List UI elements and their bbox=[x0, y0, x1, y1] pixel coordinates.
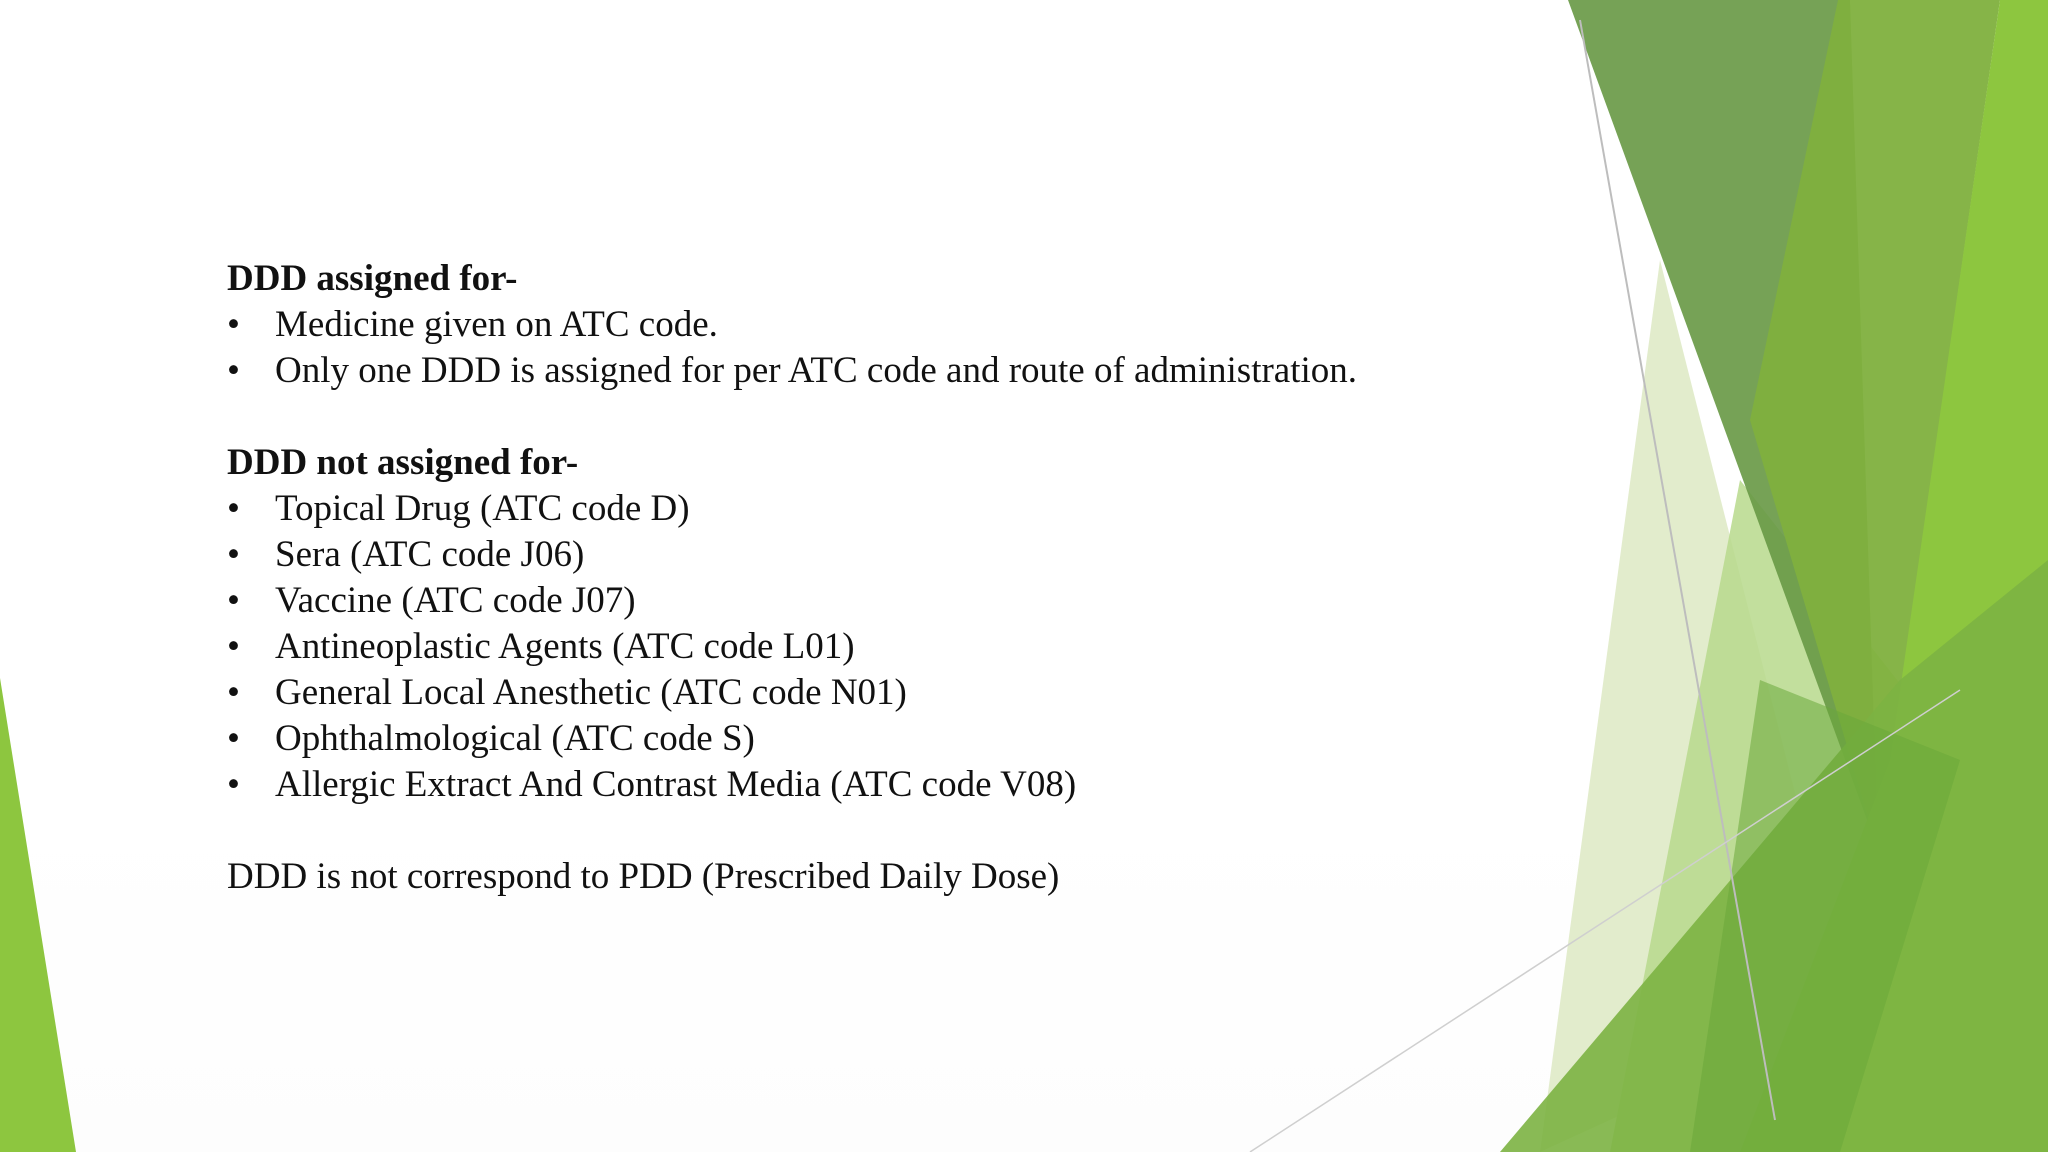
list-item: • Topical Drug (ATC code D) bbox=[227, 486, 1527, 532]
list-item: • Only one DDD is assigned for per ATC code and route of administration. bbox=[227, 348, 1527, 394]
list-item: • Vaccine (ATC code J07) bbox=[227, 578, 1527, 624]
list-item: • Allergic Extract And Contrast Media (ATC code V08) bbox=[227, 762, 1527, 808]
assigned-heading: DDD assigned for- bbox=[227, 258, 518, 299]
bullet-icon: • bbox=[227, 718, 240, 759]
bullet-icon: • bbox=[227, 534, 240, 575]
not-assigned-list bbox=[227, 486, 1527, 808]
list-item: • General Local Anesthetic (ATC code N01) bbox=[227, 670, 1527, 716]
bullet-icon: • bbox=[227, 764, 240, 805]
bullet-icon: • bbox=[227, 488, 240, 529]
spacer bbox=[227, 808, 1527, 854]
slide-content bbox=[227, 256, 1527, 900]
bullet-icon: • bbox=[227, 672, 240, 713]
pdd-note: DDD is not correspond to PDD (Prescribed Daily Dose) bbox=[227, 856, 1060, 897]
bullet-icon: • bbox=[227, 304, 240, 345]
list-item: • Medicine given on ATC code. bbox=[227, 302, 1527, 348]
bullet-icon: • bbox=[227, 350, 240, 391]
left-green-sliver bbox=[0, 678, 76, 1152]
list-item: • Antineoplastic Agents (ATC code L01) bbox=[227, 624, 1527, 670]
list-item: • Ophthalmological (ATC code S) bbox=[227, 716, 1527, 762]
spacer bbox=[227, 394, 1527, 440]
not-assigned-heading: DDD not assigned for- bbox=[227, 442, 579, 483]
bullet-icon: • bbox=[227, 626, 240, 667]
list-item: • Sera (ATC code J06) bbox=[227, 532, 1527, 578]
bullet-icon: • bbox=[227, 580, 240, 621]
assigned-list bbox=[227, 302, 1527, 394]
